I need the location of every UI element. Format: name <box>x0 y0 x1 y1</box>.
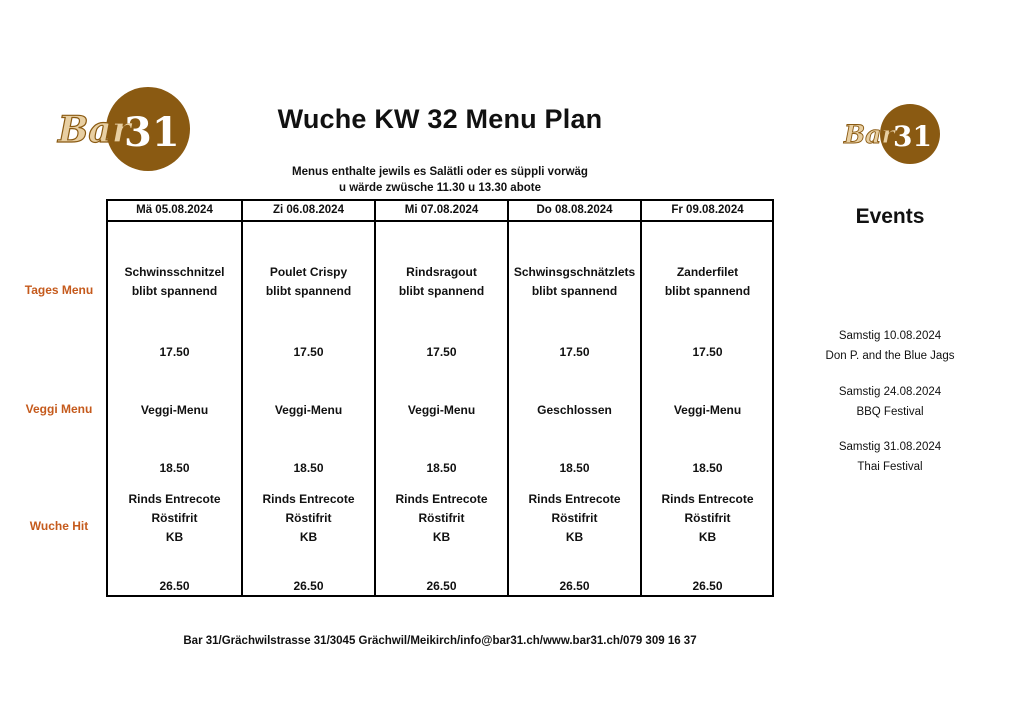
wuche-hit-line-2: Röstifrit <box>285 511 332 525</box>
day-header: Fr 09.08.2024 <box>642 201 773 222</box>
tages-menu-price: 17.50 <box>159 345 190 359</box>
tages-menu-dish: Schwinsgschnätzlets <box>513 265 636 279</box>
day-column-thursday <box>507 201 640 595</box>
veggi-menu-dish: Veggi-Menu <box>274 403 343 417</box>
wuche-hit-price: 26.50 <box>426 579 457 593</box>
veggi-menu-price: 18.50 <box>159 461 190 475</box>
event-item <box>800 383 980 422</box>
page-title: Wuche KW 32 Menu Plan <box>277 104 603 134</box>
event-item <box>800 327 980 366</box>
day-header: Zi 06.08.2024 <box>243 201 374 222</box>
event-item <box>800 438 980 477</box>
event-date: Samstig 24.08.2024 <box>838 386 942 398</box>
wuche-hit-line-2: Röstifrit <box>418 511 465 525</box>
menu-table <box>106 199 774 597</box>
wuche-hit-line-1: Rinds Entrecote <box>528 492 621 506</box>
veggi-menu-price: 18.50 <box>426 461 457 475</box>
event-name: BBQ Festival <box>856 405 924 418</box>
event-date: Samstig 31.08.2024 <box>838 441 942 453</box>
day-column-wednesday <box>374 201 507 595</box>
wuche-hit-price: 26.50 <box>293 579 324 593</box>
wuche-hit-line-3: KB <box>165 530 184 544</box>
tages-menu-note: blibt spannend <box>531 284 618 298</box>
day-column-friday <box>640 201 773 595</box>
bar31-logo-small <box>842 103 940 165</box>
wuche-hit-line-3: KB <box>698 530 717 544</box>
event-name: Don P. and the Blue Jags <box>825 349 955 362</box>
bar31-logo <box>52 86 192 172</box>
wuche-hit-price: 26.50 <box>692 579 723 593</box>
tages-menu-price: 17.50 <box>692 345 723 359</box>
veggi-menu-dish: Veggi-Menu <box>140 403 209 417</box>
veggi-menu-price: 18.50 <box>692 461 723 475</box>
wuche-hit-line-1: Rinds Entrecote <box>128 492 221 506</box>
tages-menu-dish: Zanderfilet <box>676 265 739 279</box>
logo-number-text: 31 <box>124 109 180 156</box>
page-subtitle <box>270 164 610 196</box>
wuche-hit-line-3: KB <box>565 530 584 544</box>
tages-menu-note: blibt spannend <box>265 284 352 298</box>
logo-small-bar-text: Bar <box>844 120 895 149</box>
wuche-hit-line-3: KB <box>432 530 451 544</box>
day-column-monday <box>108 201 241 595</box>
wuche-hit-price: 26.50 <box>559 579 590 593</box>
subtitle-line-2: u wärde zwüsche 11.30 u 13.30 abote <box>339 182 541 194</box>
day-column-tuesday <box>241 201 374 595</box>
tages-menu-note: blibt spannend <box>398 284 485 298</box>
tages-menu-price: 17.50 <box>293 345 324 359</box>
subtitle-line-1: Menus enthalte jewils es Salätli oder es süppli vorwäg <box>292 166 588 178</box>
wuche-hit-price: 26.50 <box>159 579 190 593</box>
wuche-hit-line-2: Röstifrit <box>551 511 598 525</box>
contact-footer: Bar 31/Grächwilstrasse 31/3045 Grächwil/Meikirch/info@bar31.ch/www.bar31.ch/079 309 16 37 <box>183 635 697 647</box>
event-name: Thai Festival <box>857 460 923 473</box>
row-label-veggi-menu: Veggi Menu <box>25 402 93 416</box>
logo-bar-text: Bar <box>58 109 131 151</box>
wuche-hit-line-2: Röstifrit <box>151 511 198 525</box>
tages-menu-dish: Schwinsschnitzel <box>124 265 225 279</box>
day-header: Mä 05.08.2024 <box>108 201 241 222</box>
tages-menu-note: blibt spannend <box>131 284 218 298</box>
wuche-hit-line-1: Rinds Entrecote <box>395 492 488 506</box>
tages-menu-dish: Poulet Crispy <box>269 265 348 279</box>
wuche-hit-line-2: Röstifrit <box>684 511 731 525</box>
veggi-menu-price: 18.50 <box>559 461 590 475</box>
veggi-menu-dish: Veggi-Menu <box>673 403 742 417</box>
tages-menu-price: 17.50 <box>559 345 590 359</box>
event-date: Samstig 10.08.2024 <box>838 330 942 342</box>
wuche-hit-line-1: Rinds Entrecote <box>661 492 754 506</box>
tages-menu-note: blibt spannend <box>664 284 751 298</box>
wuche-hit-line-1: Rinds Entrecote <box>262 492 355 506</box>
day-header: Mi 07.08.2024 <box>376 201 507 222</box>
events-title: Events <box>855 205 925 228</box>
veggi-menu-price: 18.50 <box>293 461 324 475</box>
veggi-menu-dish: Veggi-Menu <box>407 403 476 417</box>
tages-menu-price: 17.50 <box>426 345 457 359</box>
day-header: Do 08.08.2024 <box>509 201 640 222</box>
wuche-hit-line-3: KB <box>299 530 318 544</box>
tages-menu-dish: Rindsragout <box>406 265 477 279</box>
row-label-tages-menu: Tages Menu <box>24 283 94 297</box>
logo-small-number-text: 31 <box>893 120 932 153</box>
veggi-menu-dish: Geschlossen <box>537 403 612 417</box>
row-label-wuche-hit: Wuche Hit <box>29 519 89 533</box>
